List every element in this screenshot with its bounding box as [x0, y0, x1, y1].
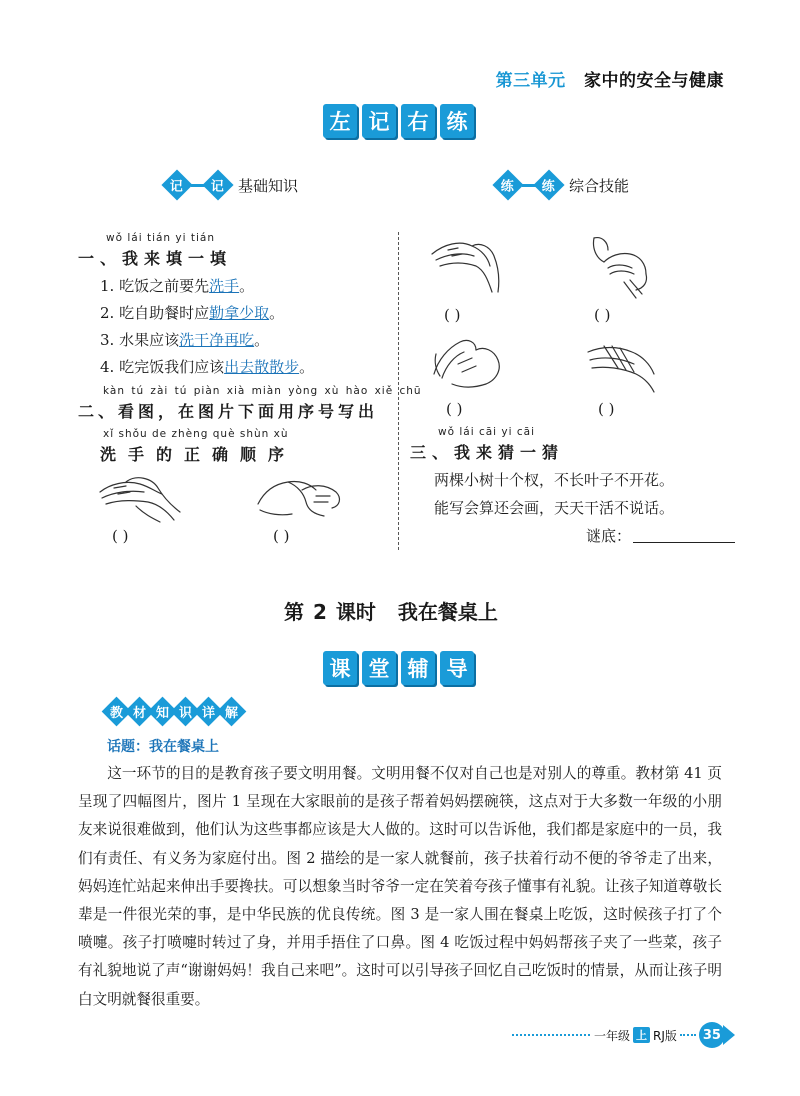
riddle-line-2: 能写会算还会画，天天干活不说话。	[434, 499, 675, 517]
handwash-image-2	[254, 470, 346, 526]
answer-blank[interactable]: ( )	[273, 527, 290, 545]
answer-blank[interactable]: ( )	[446, 400, 463, 418]
title-char: 左	[323, 104, 357, 138]
topic-heading: 话题：我在餐桌上	[107, 739, 219, 755]
answer-blank[interactable]: ( )	[598, 400, 615, 418]
q1-item: 4. 吃完饭我们应该出去散散步。	[100, 358, 315, 376]
badge-char: 识	[178, 705, 193, 721]
page-number: 35	[699, 1022, 725, 1048]
title-char: 右	[401, 104, 435, 138]
badge-char: 教	[109, 705, 124, 721]
badge-char: 知	[155, 705, 170, 721]
badge-char: 练	[542, 179, 556, 195]
badge-char: 练	[501, 179, 515, 195]
badge-label: 基础知识	[238, 176, 299, 195]
title-char: 练	[440, 104, 474, 138]
unit-number: 第三单元	[495, 71, 566, 91]
section-title	[323, 104, 474, 138]
handwash-image-6	[584, 338, 664, 396]
answer-blank[interactable]: ( )	[112, 527, 129, 545]
badge-char: 材	[132, 705, 147, 721]
lesson-number: 第 2 课时	[284, 600, 376, 624]
title-char: 堂	[362, 651, 396, 685]
title-char: 导	[440, 651, 474, 685]
q1-heading: 一、我来填一填	[78, 249, 233, 268]
q1-pinyin: wǒ lái tián yi tián	[106, 232, 216, 244]
q1-item: 3. 水果应该洗干净再吃。	[100, 331, 270, 349]
q2-pinyin-2: xǐ shǒu de zhèng què shùn xù	[103, 428, 289, 440]
handwash-image-4	[584, 232, 660, 300]
handwash-image-1	[96, 470, 188, 526]
title-char: 课	[323, 651, 357, 685]
handwash-image-3	[428, 236, 508, 298]
footer-grade: 一年级	[594, 1028, 631, 1043]
riddle-line-1: 两棵小树十个杈，不长叶子不开花。	[434, 471, 675, 489]
q2-heading: 二、看图，在图片下面用序号写出	[78, 402, 379, 421]
arrow-right-icon	[723, 1025, 735, 1045]
q1-item: 1. 吃饭之前要先洗手。	[100, 277, 255, 295]
badge-char: 记	[170, 179, 184, 195]
answer-text: 洗干净再吃	[179, 331, 255, 349]
q1-item: 2. 吃自助餐时应勤拿少取。	[100, 304, 285, 322]
badge-char: 解	[224, 705, 239, 721]
lesson-title	[284, 596, 498, 625]
footer-dots	[512, 1034, 590, 1036]
badge-basic-knowledge	[166, 174, 298, 196]
footer-term: 上	[633, 1027, 650, 1043]
q2-pinyin: kàn tú zài tú piàn xià miàn yòng xù hào xiě chū	[103, 385, 422, 397]
answer-text: 洗手	[209, 277, 240, 295]
answer-text: 勤拿少取	[209, 304, 270, 322]
section-title-2	[323, 651, 474, 685]
riddle-answer-blank[interactable]	[633, 529, 735, 543]
title-char: 辅	[401, 651, 435, 685]
material-badge	[106, 701, 244, 722]
unit-name: 家中的安全与健康	[584, 71, 724, 91]
badge-char: 记	[211, 179, 225, 195]
lesson-name: 我在餐桌上	[397, 600, 498, 624]
answer-blank[interactable]: ( )	[594, 306, 611, 324]
handwash-image-5	[428, 334, 508, 396]
q3-pinyin: wǒ lái cāi yi cāi	[438, 426, 536, 438]
body-paragraph: 这一环节的目的是教育孩子要文明用餐。文明用餐不仅对自己也是对别人的尊重。教材第 41 页呈现了四幅图片，图片 1 呈现在大家眼前的是孩子帮着妈妈摆碗筷，这点对于大多数一年级的小朋友来说很难做到，他们认为这些事都应该是大人做的。这时可以告诉他，我们都是家庭中的一员，我们有责任、有义务为家庭付出。图 2 描绘的是一家人就餐前，孩子扶着行动不便的爷爷走了出来，妈妈连忙站起来伸出手要搀扶。可以想象当时爷爷一定在笑着夸孩子懂事有礼貌。让孩子知道尊敬长辈是一件很光荣的事，是中华民族的优良传统。图 3 是一家人围在餐桌上吃饭，这时候孩子打了个喷嚏。孩子打喷嚏时转过了身，并用手捂住了口鼻。图 4 吃饭过程中妈妈帮孩子夹了一些菜，孩子有礼貌地说了声“谢谢妈妈！我自己来吧”。这时可以引导孩子回忆自己吃饭时的情景，从而让孩子明白文明就餐很重要。	[78, 765, 722, 1008]
answer-text: 出去散散步	[224, 358, 300, 376]
page-footer	[512, 1022, 735, 1048]
unit-header	[496, 66, 724, 91]
badge-char: 详	[201, 705, 216, 721]
badge-skills	[497, 174, 629, 196]
q2-heading-2: 洗手的正确顺序	[100, 445, 297, 464]
answer-blank[interactable]: ( )	[444, 306, 461, 324]
title-char: 记	[362, 104, 396, 138]
riddle-answer-label: 谜底：	[586, 527, 632, 545]
badge-label: 综合技能	[569, 176, 630, 195]
q3-heading: 三、我来猜一猜	[410, 443, 565, 462]
footer-edition: RJ版	[653, 1028, 677, 1043]
riddle-answer	[586, 525, 735, 546]
